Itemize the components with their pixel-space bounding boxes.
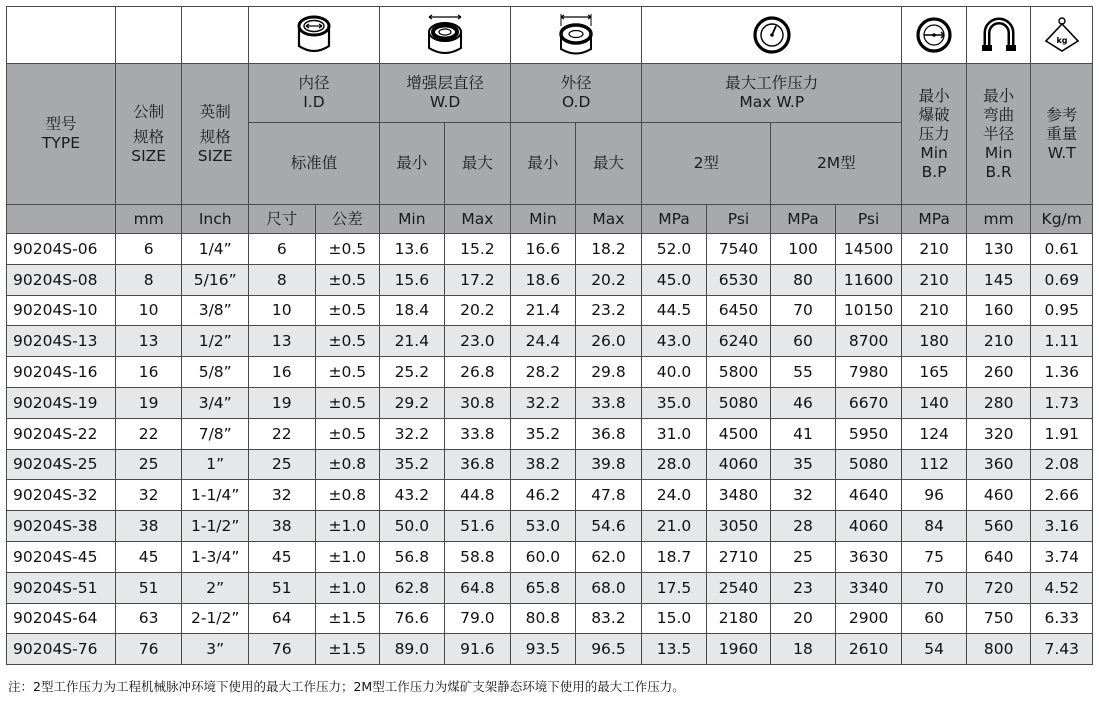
header-od-min: 最小 <box>511 123 576 205</box>
value-cell: 23.0 <box>444 326 511 357</box>
value-cell: 6 <box>248 234 315 265</box>
value-cell: 64 <box>248 603 315 634</box>
unit-cell: Kg/m <box>1031 205 1093 234</box>
value-cell: 45.0 <box>642 264 707 295</box>
value-cell: 5800 <box>706 357 771 388</box>
value-cell: ±0.5 <box>315 234 380 265</box>
value-cell: 8 <box>115 264 182 295</box>
value-cell: 47.8 <box>575 480 642 511</box>
value-cell: 640 <box>966 541 1031 572</box>
value-cell: ±1.5 <box>315 603 380 634</box>
value-cell: 15.0 <box>642 603 707 634</box>
value-cell: 60.0 <box>511 541 576 572</box>
table-row <box>7 634 1093 665</box>
value-cell: 51 <box>248 572 315 603</box>
value-cell: 17.5 <box>642 572 707 603</box>
value-cell: 32.2 <box>511 387 576 418</box>
value-cell: 45 <box>248 541 315 572</box>
value-cell: 13.6 <box>380 234 445 265</box>
value-cell: 2.66 <box>1031 480 1093 511</box>
value-cell: 52.0 <box>642 234 707 265</box>
value-cell: 18.4 <box>380 295 445 326</box>
value-cell: 32 <box>248 480 315 511</box>
value-cell: 2-1/2” <box>182 603 249 634</box>
value-cell: 43.2 <box>380 480 445 511</box>
unit-cell: Max <box>444 205 511 234</box>
value-cell: 1-1/2” <box>182 511 249 542</box>
unit-cell: mm <box>966 205 1031 234</box>
value-cell: 160 <box>966 295 1031 326</box>
value-cell: 8700 <box>835 326 902 357</box>
blank-cell <box>7 7 116 64</box>
value-cell: 19 <box>115 387 182 418</box>
model-cell: 90204S-76 <box>7 634 116 665</box>
blank-cell <box>115 7 182 64</box>
unit-cell: MPa <box>902 205 967 234</box>
header-inner-diameter: 内径 I.D <box>248 64 379 123</box>
value-cell: 32.2 <box>380 418 445 449</box>
value-cell: 7/8” <box>182 418 249 449</box>
value-cell: 18.6 <box>511 264 576 295</box>
header-type: 型号 TYPE <box>7 64 116 205</box>
value-cell: 6 <box>115 234 182 265</box>
value-cell: 76.6 <box>380 603 445 634</box>
model-cell: 90204S-38 <box>7 511 116 542</box>
value-cell: ±1.0 <box>315 511 380 542</box>
value-cell: 21.4 <box>380 326 445 357</box>
table-row <box>7 264 1093 295</box>
value-cell: 30.8 <box>444 387 511 418</box>
value-cell: 62.0 <box>575 541 642 572</box>
table-row <box>7 541 1093 572</box>
model-cell: 90204S-08 <box>7 264 116 295</box>
value-cell: 65.8 <box>511 572 576 603</box>
value-cell: 38.2 <box>511 449 576 480</box>
value-cell: 7.43 <box>1031 634 1093 665</box>
value-cell: ±0.8 <box>315 480 380 511</box>
value-cell: 2” <box>182 572 249 603</box>
value-cell: ±1.0 <box>315 541 380 572</box>
value-cell: 320 <box>966 418 1031 449</box>
value-cell: 1” <box>182 449 249 480</box>
model-cell: 90204S-10 <box>7 295 116 326</box>
value-cell: 180 <box>902 326 967 357</box>
unit-row <box>7 205 1093 234</box>
value-cell: 44.8 <box>444 480 511 511</box>
model-cell: 90204S-16 <box>7 357 116 388</box>
value-cell: 1.11 <box>1031 326 1093 357</box>
value-cell: 62.8 <box>380 572 445 603</box>
header-wd-max: 最大 <box>444 123 511 205</box>
value-cell: 60 <box>902 603 967 634</box>
burst-pressure-icon <box>902 7 967 64</box>
bend-radius-icon <box>966 7 1031 64</box>
value-cell: 25 <box>771 541 836 572</box>
value-cell: 360 <box>966 449 1031 480</box>
value-cell: 93.5 <box>511 634 576 665</box>
value-cell: 13.5 <box>642 634 707 665</box>
unit-cell: MPa <box>771 205 836 234</box>
value-cell: 2.08 <box>1031 449 1093 480</box>
table-row <box>7 572 1093 603</box>
value-cell: 460 <box>966 480 1031 511</box>
unit-blank <box>7 205 116 234</box>
value-cell: 54.6 <box>575 511 642 542</box>
value-cell: 32 <box>771 480 836 511</box>
value-cell: 3.74 <box>1031 541 1093 572</box>
table-row <box>7 357 1093 388</box>
value-cell: 26.0 <box>575 326 642 357</box>
value-cell: 21.4 <box>511 295 576 326</box>
value-cell: 3.16 <box>1031 511 1093 542</box>
value-cell: 38 <box>115 511 182 542</box>
value-cell: 5080 <box>706 387 771 418</box>
value-cell: 20.2 <box>444 295 511 326</box>
value-cell: ±0.5 <box>315 418 380 449</box>
svg-text:kg: kg <box>1056 36 1068 45</box>
value-cell: 15.2 <box>444 234 511 265</box>
value-cell: ±1.5 <box>315 634 380 665</box>
value-cell: 23.2 <box>575 295 642 326</box>
value-cell: 7540 <box>706 234 771 265</box>
value-cell: 96.5 <box>575 634 642 665</box>
model-cell: 90204S-22 <box>7 418 116 449</box>
value-cell: 16 <box>248 357 315 388</box>
value-cell: 55 <box>771 357 836 388</box>
model-cell: 90204S-64 <box>7 603 116 634</box>
value-cell: 10 <box>248 295 315 326</box>
unit-cell: Psi <box>835 205 902 234</box>
value-cell: 6670 <box>835 387 902 418</box>
value-cell: 1/4” <box>182 234 249 265</box>
value-cell: 18.7 <box>642 541 707 572</box>
value-cell: 140 <box>902 387 967 418</box>
value-cell: 13 <box>115 326 182 357</box>
value-cell: 36.8 <box>444 449 511 480</box>
value-cell: 0.69 <box>1031 264 1093 295</box>
value-cell: 43.0 <box>642 326 707 357</box>
value-cell: 26.8 <box>444 357 511 388</box>
unit-cell: Psi <box>706 205 771 234</box>
model-cell: 90204S-13 <box>7 326 116 357</box>
value-cell: 76 <box>248 634 315 665</box>
value-cell: 3630 <box>835 541 902 572</box>
value-cell: 89.0 <box>380 634 445 665</box>
pressure-gauge-icon <box>642 7 902 64</box>
value-cell: 51 <box>115 572 182 603</box>
value-cell: 64.8 <box>444 572 511 603</box>
value-cell: 25.2 <box>380 357 445 388</box>
value-cell: 80 <box>771 264 836 295</box>
value-cell: 35 <box>771 449 836 480</box>
hose-spec-table <box>6 6 1093 665</box>
value-cell: 260 <box>966 357 1031 388</box>
value-cell: 44.5 <box>642 295 707 326</box>
value-cell: 51.6 <box>444 511 511 542</box>
unit-cell: mm <box>115 205 182 234</box>
value-cell: 750 <box>966 603 1031 634</box>
value-cell: 10 <box>115 295 182 326</box>
value-cell: 2180 <box>706 603 771 634</box>
value-cell: 13 <box>248 326 315 357</box>
model-cell: 90204S-19 <box>7 387 116 418</box>
value-cell: 1-1/4” <box>182 480 249 511</box>
value-cell: 32 <box>115 480 182 511</box>
value-cell: 6450 <box>706 295 771 326</box>
value-cell: 16 <box>115 357 182 388</box>
value-cell: 35.2 <box>380 449 445 480</box>
header-bend-radius: 最小 弯曲 半径 Min B.R <box>966 64 1031 205</box>
value-cell: 3480 <box>706 480 771 511</box>
icon-row <box>7 7 1093 64</box>
value-cell: 56.8 <box>380 541 445 572</box>
value-cell: 3340 <box>835 572 902 603</box>
table-row <box>7 387 1093 418</box>
value-cell: 76 <box>115 634 182 665</box>
table-row <box>7 295 1093 326</box>
wire-reinforcement-diameter-icon <box>380 7 511 64</box>
value-cell: 130 <box>966 234 1031 265</box>
header-working-pressure: 最大工作压力 Max W.P <box>642 64 902 123</box>
header-outer-diameter: 外径 O.D <box>511 64 642 123</box>
value-cell: ±0.5 <box>315 264 380 295</box>
value-cell: 10150 <box>835 295 902 326</box>
value-cell: 20 <box>771 603 836 634</box>
value-cell: 79.0 <box>444 603 511 634</box>
value-cell: 68.0 <box>575 572 642 603</box>
value-cell: 280 <box>966 387 1031 418</box>
value-cell: 3/8” <box>182 295 249 326</box>
unit-cell: MPa <box>642 205 707 234</box>
value-cell: 3050 <box>706 511 771 542</box>
value-cell: 112 <box>902 449 967 480</box>
value-cell: 46.2 <box>511 480 576 511</box>
value-cell: 45 <box>115 541 182 572</box>
value-cell: 4.52 <box>1031 572 1093 603</box>
value-cell: 210 <box>902 264 967 295</box>
table-row <box>7 418 1093 449</box>
value-cell: 14500 <box>835 234 902 265</box>
value-cell: 19 <box>248 387 315 418</box>
value-cell: 29.8 <box>575 357 642 388</box>
value-cell: 70 <box>771 295 836 326</box>
value-cell: 28.0 <box>642 449 707 480</box>
unit-cell: 公差 <box>315 205 380 234</box>
value-cell: 5950 <box>835 418 902 449</box>
model-cell: 90204S-45 <box>7 541 116 572</box>
value-cell: 60 <box>771 326 836 357</box>
value-cell: 36.8 <box>575 418 642 449</box>
value-cell: 21.0 <box>642 511 707 542</box>
header-inch-size: 英制 规格 SIZE <box>182 64 249 205</box>
value-cell: 165 <box>902 357 967 388</box>
value-cell: 4500 <box>706 418 771 449</box>
unit-cell: Min <box>380 205 445 234</box>
value-cell: ±0.5 <box>315 387 380 418</box>
table-row <box>7 449 1093 480</box>
value-cell: 2710 <box>706 541 771 572</box>
value-cell: 41 <box>771 418 836 449</box>
value-cell: 5/16” <box>182 264 249 295</box>
value-cell: 29.2 <box>380 387 445 418</box>
table-row <box>7 234 1093 265</box>
value-cell: 7980 <box>835 357 902 388</box>
value-cell: 1960 <box>706 634 771 665</box>
value-cell: 35.2 <box>511 418 576 449</box>
value-cell: 4060 <box>835 511 902 542</box>
value-cell: 15.6 <box>380 264 445 295</box>
value-cell: 96 <box>902 480 967 511</box>
value-cell: 63 <box>115 603 182 634</box>
value-cell: ±0.8 <box>315 449 380 480</box>
value-cell: 25 <box>115 449 182 480</box>
value-cell: 58.8 <box>444 541 511 572</box>
value-cell: 8 <box>248 264 315 295</box>
value-cell: 3/4” <box>182 387 249 418</box>
model-cell: 90204S-32 <box>7 480 116 511</box>
header-wd-min: 最小 <box>380 123 445 205</box>
value-cell: 46 <box>771 387 836 418</box>
value-cell: 25 <box>248 449 315 480</box>
value-cell: 54 <box>902 634 967 665</box>
value-cell: 28.2 <box>511 357 576 388</box>
value-cell: ±1.0 <box>315 572 380 603</box>
value-cell: 2610 <box>835 634 902 665</box>
table-row <box>7 511 1093 542</box>
value-cell: 11600 <box>835 264 902 295</box>
header-row-1 <box>7 64 1093 123</box>
value-cell: 210 <box>902 234 967 265</box>
value-cell: 124 <box>902 418 967 449</box>
value-cell: 70 <box>902 572 967 603</box>
value-cell: 75 <box>902 541 967 572</box>
table-body <box>7 234 1093 665</box>
value-cell: ±0.5 <box>315 326 380 357</box>
value-cell: ±0.5 <box>315 357 380 388</box>
value-cell: 38 <box>248 511 315 542</box>
value-cell: 720 <box>966 572 1031 603</box>
value-cell: 18.2 <box>575 234 642 265</box>
value-cell: 0.61 <box>1031 234 1093 265</box>
value-cell: 33.8 <box>575 387 642 418</box>
table-row <box>7 480 1093 511</box>
value-cell: 28 <box>771 511 836 542</box>
unit-cell: Min <box>511 205 576 234</box>
value-cell: 3” <box>182 634 249 665</box>
header-type-2m: 2M型 <box>771 123 902 205</box>
value-cell: 17.2 <box>444 264 511 295</box>
header-standard-value: 标准值 <box>248 123 379 205</box>
value-cell: 35.0 <box>642 387 707 418</box>
value-cell: 800 <box>966 634 1031 665</box>
header-weight: 参考 重量 W.T <box>1031 64 1093 205</box>
value-cell: 5/8” <box>182 357 249 388</box>
value-cell: 39.8 <box>575 449 642 480</box>
header-burst-pressure: 最小 爆破 压力 Min B.P <box>902 64 967 205</box>
blank-cell <box>182 7 249 64</box>
model-cell: 90204S-51 <box>7 572 116 603</box>
value-cell: 1-3/4” <box>182 541 249 572</box>
value-cell: 16.6 <box>511 234 576 265</box>
value-cell: 6.33 <box>1031 603 1093 634</box>
value-cell: 33.8 <box>444 418 511 449</box>
value-cell: 50.0 <box>380 511 445 542</box>
value-cell: 20.2 <box>575 264 642 295</box>
header-od-max: 最大 <box>575 123 642 205</box>
value-cell: 24.4 <box>511 326 576 357</box>
value-cell: 1.91 <box>1031 418 1093 449</box>
value-cell: 100 <box>771 234 836 265</box>
value-cell: ±0.5 <box>315 295 380 326</box>
value-cell: 31.0 <box>642 418 707 449</box>
value-cell: 5080 <box>835 449 902 480</box>
unit-cell: Max <box>575 205 642 234</box>
value-cell: 6240 <box>706 326 771 357</box>
value-cell: 83.2 <box>575 603 642 634</box>
outer-diameter-icon <box>511 7 642 64</box>
value-cell: 23 <box>771 572 836 603</box>
header-wire-diameter: 增强层直径 W.D <box>380 64 511 123</box>
value-cell: 40.0 <box>642 357 707 388</box>
value-cell: 84 <box>902 511 967 542</box>
unit-cell: 尺寸 <box>248 205 315 234</box>
value-cell: 2900 <box>835 603 902 634</box>
table-row <box>7 326 1093 357</box>
value-cell: 2540 <box>706 572 771 603</box>
table-row <box>7 603 1093 634</box>
value-cell: 53.0 <box>511 511 576 542</box>
value-cell: 560 <box>966 511 1031 542</box>
value-cell: 0.95 <box>1031 295 1093 326</box>
value-cell: 91.6 <box>444 634 511 665</box>
header-type-2: 2型 <box>642 123 771 205</box>
unit-cell: Inch <box>182 205 249 234</box>
value-cell: 22 <box>248 418 315 449</box>
value-cell: 22 <box>115 418 182 449</box>
model-cell: 90204S-06 <box>7 234 116 265</box>
header-metric-size: 公制 规格 SIZE <box>115 64 182 205</box>
value-cell: 210 <box>966 326 1031 357</box>
value-cell: 24.0 <box>642 480 707 511</box>
value-cell: 1.36 <box>1031 357 1093 388</box>
inner-diameter-icon <box>248 7 379 64</box>
value-cell: 80.8 <box>511 603 576 634</box>
value-cell: 145 <box>966 264 1031 295</box>
value-cell: 210 <box>902 295 967 326</box>
value-cell: 1/2” <box>182 326 249 357</box>
footnote: 注：2型工作压力为工程机械脉冲环境下使用的最大工作压力；2M型工作压力为煤矿支架静态环境下使用的最大工作压力。 <box>8 679 685 694</box>
value-cell: 18 <box>771 634 836 665</box>
value-cell: 6530 <box>706 264 771 295</box>
model-cell: 90204S-25 <box>7 449 116 480</box>
value-cell: 1.73 <box>1031 387 1093 418</box>
weight-icon <box>1031 7 1093 64</box>
value-cell: 4640 <box>835 480 902 511</box>
value-cell: 4060 <box>706 449 771 480</box>
